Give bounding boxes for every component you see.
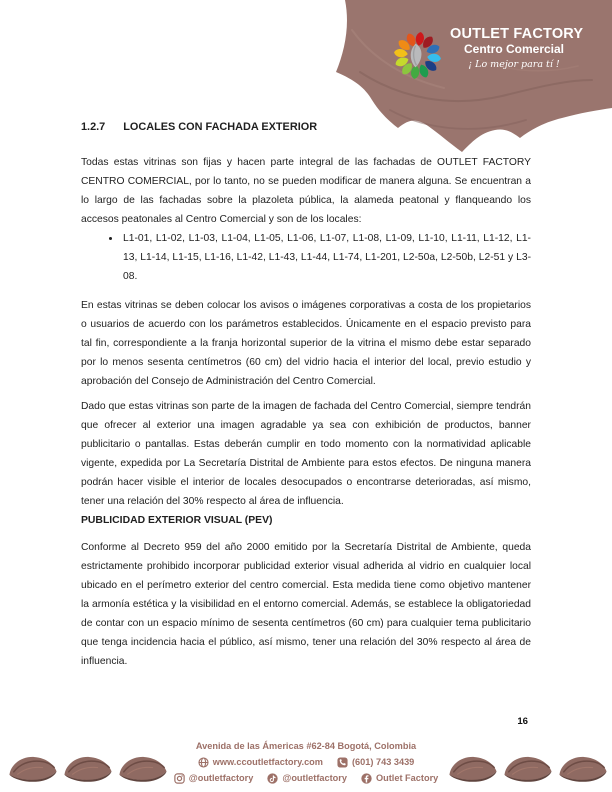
- section-title: LOCALES CON FACHADA EXTERIOR: [123, 121, 318, 133]
- brand-title: OUTLET FACTORY: [450, 26, 584, 42]
- paragraph: Todas estas vitrinas son fijas y hacen parte integral de las fachadas de OUTLET FACTORY CENTRO COMERCIAL, por lo tanto, no se pueden modificar de manera alguna. Se encuentran a lo largo de las fachadas sobre la plazoleta pública, la alameda peatonal y flanqueando los accesos peatonales al Centro Comercial y son de los locales:: [81, 157, 531, 225]
- footer-website-text: www.ccoutletfactory.com: [212, 757, 323, 767]
- globe-icon: [198, 757, 209, 768]
- paragraph: Dado que estas vitrinas son parte de la imagen de fachada del Centro Comercial, siempre tendrán que ofrecer al exterior una imagen agradable ya sea con exhibición de productos, banner publicitario o pantallas. Estas deberán cumplir en todo momento con la normatividad aplicable vigente, expedida por La Secretaría Distrital de Ambiente para estos efectos. De ninguna manera podrán hacer visible el interior de locales desocupados o encontrarse deterioradas, así mismo, tener una relación del 30% respecto al área de influencia.: [81, 401, 531, 507]
- footer-tiktok-text: @outletfactory: [282, 773, 347, 783]
- list-item: • L1-01, L1-02, L1-03, L1-04, L1-05, L1-06, L1-07, L1-08, L1-09, L1-10, L1-11, L1-12, L1-13, L1-14, L1-15, L1-16, L1-42, L1-43, L1-44, L1-74, L1-201, L2-50a, L2-50b, L2-51 y L3-08.: [121, 229, 531, 286]
- section-number: 1.2.7: [81, 121, 106, 133]
- cacao-leaf-icon: [118, 752, 168, 784]
- tiktok-icon: [267, 773, 278, 784]
- footer-leaves-left: [8, 752, 168, 784]
- brand-subtitle: Centro Comercial: [463, 42, 565, 56]
- document-content: [81, 118, 531, 671]
- footer-address: Avenida de las Ámericas #62-84 Bogotá, Colombia: [195, 741, 417, 751]
- instagram-icon: [174, 773, 185, 784]
- brand-logo-text: [450, 26, 584, 71]
- locals-bullet-list: [81, 229, 531, 286]
- cacao-leaf-icon: [63, 752, 113, 784]
- paragraph: En estas vitrinas se deben colocar los avisos o imágenes corporativas a costa de los propietarios o usuarios de acuerdo con los parámetros establecidos. Únicamente en el espacio previsto para tal fin, correspondiente a la franja horizontal superior de la vitrina el mismo debe estar separado por lo menos sesenta centímetros (60 cm) del vidrio hacia el interior del local, previo estudio y aprobación del Consejo de Administración del Centro Comercial.: [81, 300, 531, 387]
- footer-phone: [337, 754, 414, 770]
- cacao-leaf-icon: [558, 752, 608, 784]
- page-number: 16: [517, 716, 528, 727]
- footer-instagram-text: @outletfactory: [188, 773, 254, 783]
- footer-facebook: [361, 770, 438, 786]
- footer-instagram: [174, 770, 254, 786]
- section-heading: [81, 118, 531, 137]
- cacao-leaf-icon: [8, 752, 58, 784]
- leaf-ring-logo-icon: [386, 24, 449, 87]
- pev-subheading: PUBLICIDAD EXTERIOR VISUAL (PEV): [81, 515, 273, 526]
- cacao-leaf-icon: [503, 752, 553, 784]
- cacao-leaf-icon: [448, 752, 498, 784]
- paragraph: Conforme al Decreto 959 del año 2000 emitido por la Secretaría Distrital de Ambiente, queda estrictamente prohibido incorporar publicidad exterior visual adherida al vidrio en cualquier local ubicado en el perímetro exterior del centro comercial. Esta medida tiene como objetivo mantener la armonía estética y la visibilidad en el entorno comercial. Además, se establece la obligatoriedad de contar con un espacio mínimo de sesenta centímetros (60 cm) para cualquier tema publicitario que tenga incidencia hacia el público, así mismo, tener una relación del 30% respecto al área de influencia.: [81, 542, 531, 667]
- brand-tagline: ¡ Lo mejor para tí !: [468, 59, 560, 70]
- footer-tiktok: [267, 770, 347, 786]
- footer-phone-text: (601) 743 3439: [351, 757, 415, 767]
- phone-icon: [337, 757, 348, 768]
- footer-leaves-right: [448, 752, 608, 784]
- footer-website: [198, 754, 323, 770]
- footer-facebook-text: Outlet Factory: [375, 773, 439, 783]
- facebook-icon: [361, 773, 372, 784]
